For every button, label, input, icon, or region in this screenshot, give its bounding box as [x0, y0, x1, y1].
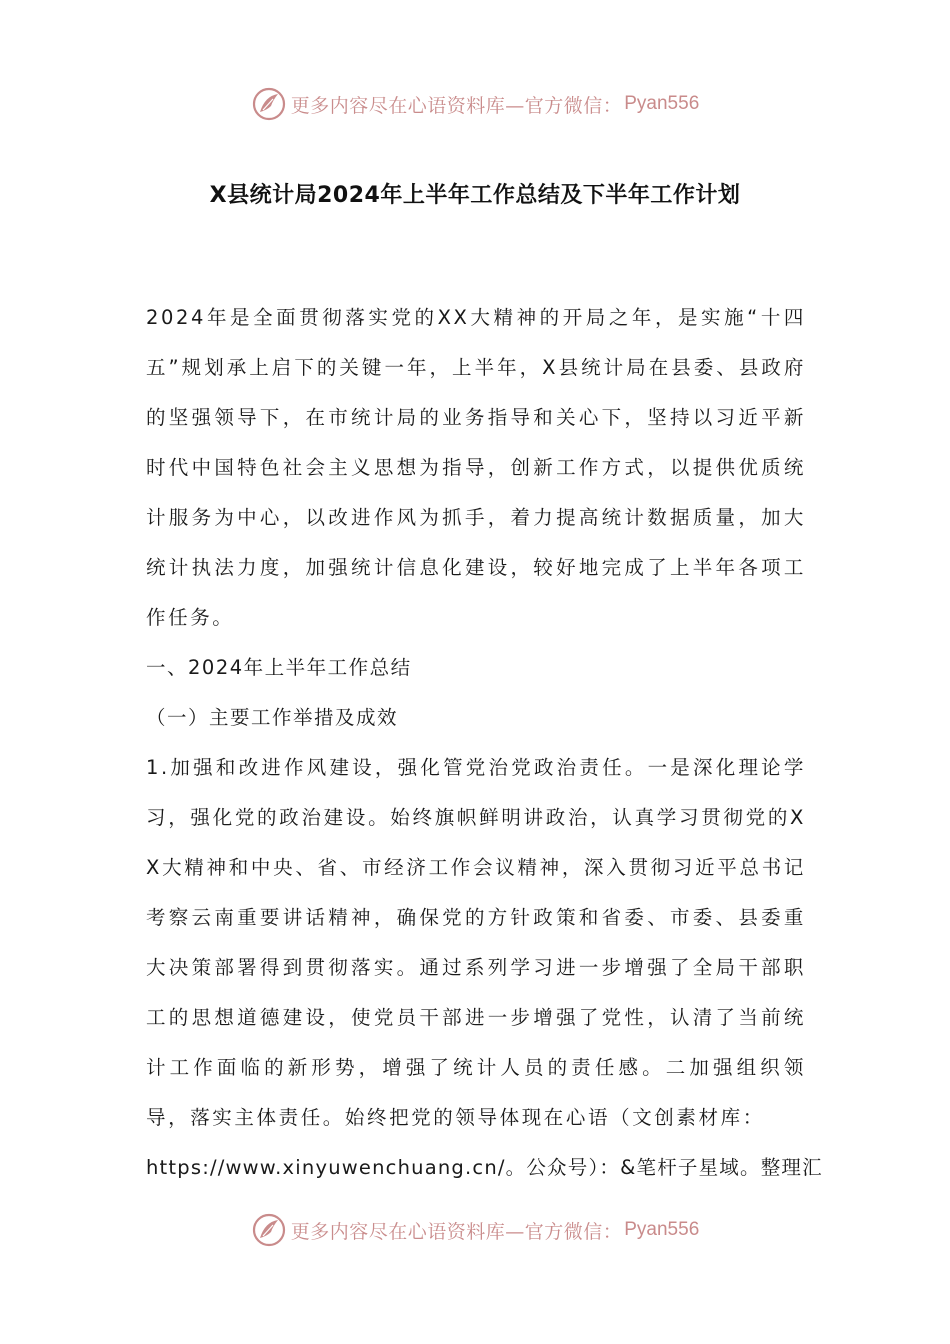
brand-logo-icon	[251, 86, 287, 122]
brand-logo-icon	[251, 1212, 287, 1248]
watermark-wechat-id: Pyan556	[624, 1219, 700, 1240]
item-1-paragraph: 1.加强和改进作风建设，强化管党治党政治责任。一是深化理论学习，强化党的政治建设。始终旗帜鲜明讲政治，认真学习贯彻党的XX大精神和中央、省、市经济工作会议精神，深入贯彻习近平总书记考察云南重要讲话精神，确保党的方针政策和省委、市委、县委重大决策部署得到贯彻落实。通过系列学习进一步增强了全局干部职工的思想道德建设，使党员干部进一步增强了党性，认清了当前统计工作面临的新形势，增强了统计人员的责任感。二加强组织领导，落实主体责任。始终把党的领导体现在心语（文创素材库：	[146, 756, 806, 1129]
watermark-wechat-id: Pyan556	[624, 93, 700, 114]
watermark-text: 更多内容尽在心语资料库—官方微信：	[290, 94, 623, 117]
document-title: X县统计局2024年上半年工作总结及下半年工作计划	[209, 183, 741, 208]
watermark-text: 更多内容尽在心语资料库—官方微信：	[290, 1220, 623, 1243]
item-1-url-line: https://www.xinyuwenchuang.cn/。公众号）：&笔杆子星域。整理汇	[146, 1156, 823, 1179]
document-body	[146, 293, 823, 1193]
section-heading: 一、2024年上半年工作总结	[146, 656, 412, 679]
watermark-header	[0, 84, 950, 124]
intro-paragraph: 2024年是全面贯彻落实党的XX大精神的开局之年，是实施“十四五”规划承上启下的关键一年，上半年，X县统计局在县委、县政府的坚强领导下，在市统计局的业务指导和关心下，坚持以习近平新时代中国特色社会主义思想为指导，创新工作方式，以提供优质统计服务为中心，以改进作风为抓手，着力提高统计数据质量，加大统计执法力度，加强统计信息化建设，较好地完成了上半年各项工作任务。	[146, 306, 806, 629]
subsection-heading: （一）主要工作举措及成效	[146, 706, 399, 729]
watermark-footer	[0, 1210, 950, 1250]
